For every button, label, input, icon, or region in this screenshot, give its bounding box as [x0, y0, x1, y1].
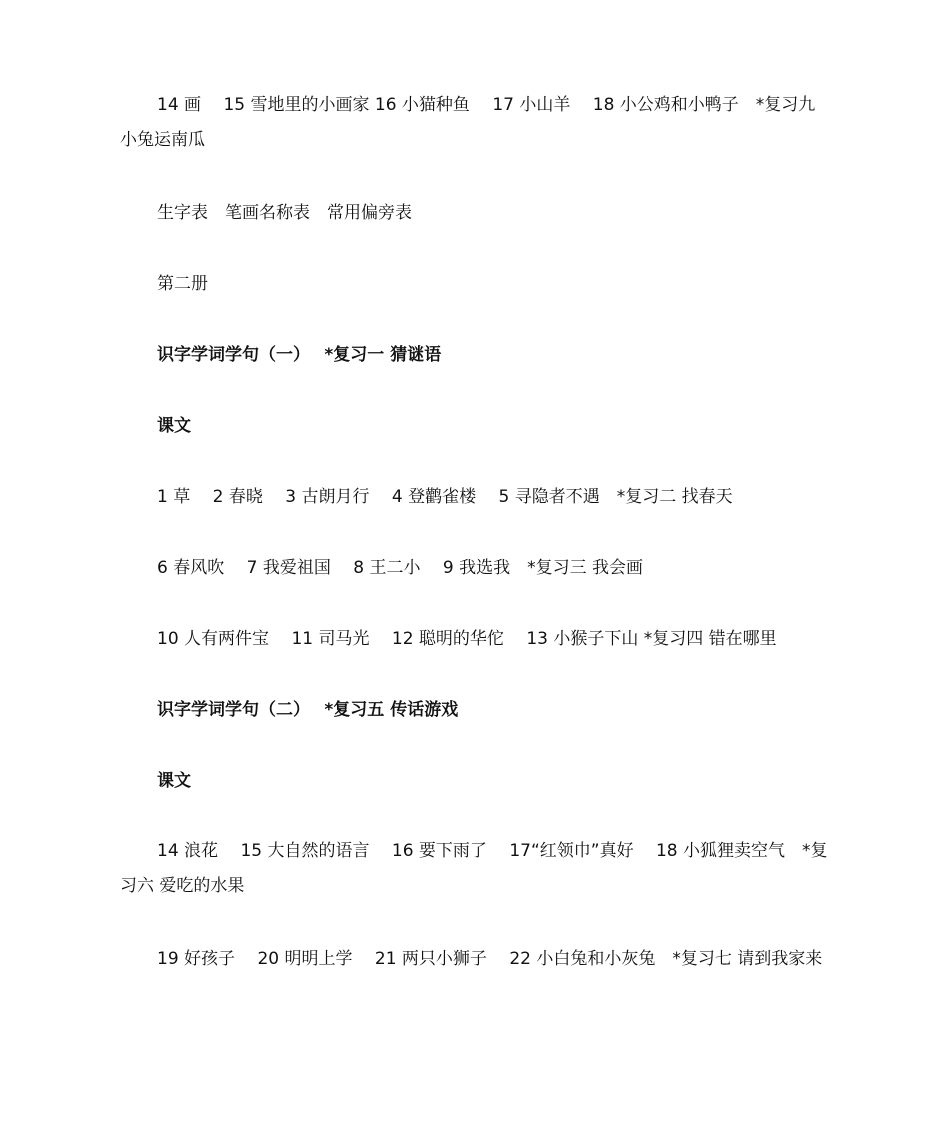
paragraph-lessons-1-5: 1 草 2 春晓 3 古朗月行 4 登鹳雀楼 5 寻隐者不遇 *复习二 找春天: [157, 487, 733, 507]
paragraph-appendix-tables: 生字表 笔画名称表 常用偏旁表: [157, 203, 412, 223]
paragraph-literacy-unit-1: 识字学词学句（一） *复习一 猜谜语: [157, 345, 442, 365]
paragraph-texts-heading-2: 课文: [157, 771, 191, 791]
paragraph-lessons-10-13: 10 人有两件宝 11 司马光 12 聪明的华佗 13 小猴子下山 *复习四 错在哪里: [157, 629, 777, 649]
paragraph-literacy-unit-2: 识字学词学句（二） *复习五 传话游戏: [157, 700, 459, 720]
paragraph-texts-heading-1: 课文: [157, 416, 191, 436]
paragraph-lessons-14-18: 14 浪花 15 大自然的语言 16 要下雨了 17“红领巾”真好 18 小狐狸卖空气 *复习六 爱吃的水果: [120, 841, 828, 896]
paragraph-lessons-6-9: 6 春风吹 7 我爱祖国 8 王二小 9 我选我 *复习三 我会画: [157, 558, 643, 578]
paragraph-lessons-19-22: 19 好孩子 20 明明上学 21 两只小狮子 22 小白兔和小灰兔 *复习七 请到我家来: [157, 949, 823, 969]
paragraph-volume1-lessons-14-18: 14 画 15 雪地里的小画家 16 小猫种鱼 17 小山羊 18 小公鸡和小鸭子 *复习九 小兔运南瓜: [120, 95, 816, 150]
paragraph-volume2-heading: 第二册: [157, 274, 208, 294]
